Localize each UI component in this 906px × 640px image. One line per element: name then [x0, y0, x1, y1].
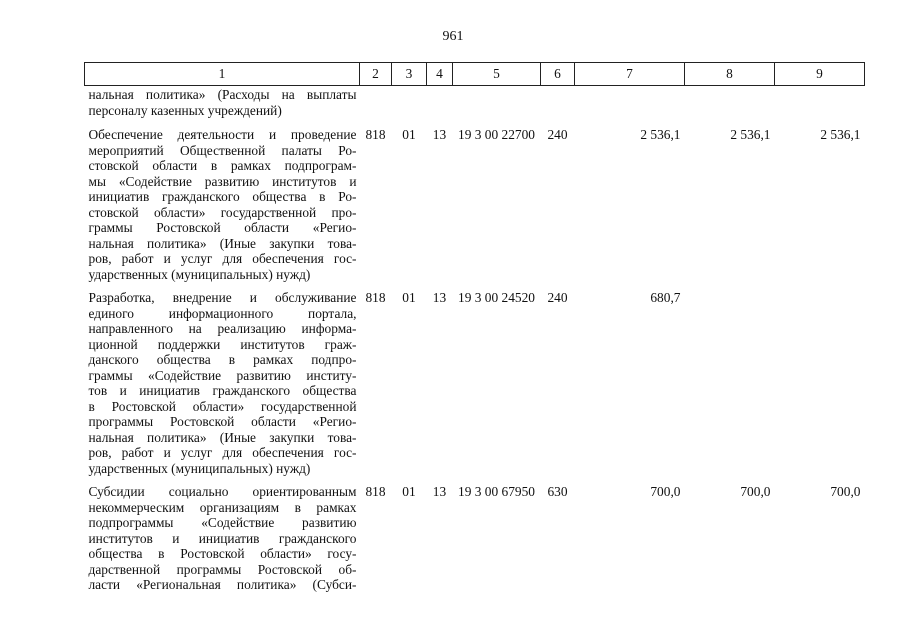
cell-expense-type: 240 [547, 290, 568, 305]
description-line: граммы Ростовской области «Регио- [88, 220, 357, 235]
row-description [85, 127, 360, 290]
page-number: 961 [442, 29, 464, 44]
table-row [85, 127, 865, 290]
description-line: ров, работ и услуг для обеспечения гос- [88, 251, 357, 266]
cell-section: 01 [402, 290, 416, 305]
cell-amount-col9: 700,0 [830, 484, 861, 499]
cell-target-code: 19 3 00 22700 [458, 127, 535, 142]
cell-expense-type: 630 [547, 484, 568, 499]
description-line: данского общества в рамках подпро- [88, 352, 357, 367]
budget-table [84, 62, 865, 601]
cell-amount-col8: 2 536,1 [730, 127, 771, 142]
description-line: некоммерческим организациям в рамках [88, 499, 357, 515]
description-line: мероприятий Общественной палаты Ро- [88, 142, 357, 158]
description-line: ударственных (муниципальных) нужд) [88, 460, 311, 476]
column-header: 1 [85, 63, 360, 86]
description-line: мы «Содействие развитию институтов и [88, 173, 357, 189]
description-line: нальная политика» (Иные закупки това- [88, 429, 357, 445]
row-description [85, 290, 360, 484]
column-header: 3 [392, 63, 427, 86]
column-header: 5 [453, 63, 541, 86]
column-header: 7 [575, 63, 685, 86]
description-line: инициатив гражданского общества в Ро- [88, 189, 357, 204]
description-line: в Ростовской области» государственной [88, 398, 357, 414]
cell-ministry [360, 86, 392, 128]
cell-expense-type: 240 [547, 127, 568, 142]
description-line: нальная политика» (Расходы на выплаты [88, 87, 357, 102]
cell-amount-col7: 700,0 [650, 484, 681, 499]
cell-target-code [453, 86, 541, 128]
cell-amount-col7: 680,7 [650, 290, 681, 305]
cell-section: 01 [402, 127, 416, 142]
cell-amount-col9 [775, 290, 865, 484]
description-line: дарственной программы Ростовской об- [88, 561, 357, 577]
description-line: ласти «Региональная политика» (Субси- [88, 577, 357, 592]
cell-section [392, 86, 427, 128]
description-line: нальная политика» (Иные закупки това- [88, 235, 357, 251]
cell-amount-col8: 700,0 [740, 484, 771, 499]
cell-amount-col9: 2 536,1 [820, 127, 861, 142]
description-line: институтов и инициатив гражданского [88, 530, 357, 546]
description-line: Субсидии социально ориентированным [88, 484, 357, 499]
cell-ministry: 818 [365, 127, 386, 142]
row-description [85, 86, 360, 128]
row-description [85, 484, 360, 601]
description-line: стовской области» государственной про- [88, 204, 357, 220]
description-line: персоналу казенных учреждений) [88, 102, 282, 118]
cell-amount-col7: 2 536,1 [640, 127, 681, 142]
cell-amount-col8 [685, 86, 775, 128]
cell-ministry: 818 [365, 484, 386, 499]
cell-target-code: 19 3 00 67950 [458, 484, 535, 499]
description-line: ударственных (муниципальных) нужд) [88, 266, 311, 282]
column-header: 2 [360, 63, 392, 86]
description-line: подпрограммы «Содействие развитию [88, 515, 357, 530]
description-line: ционной поддержки институтов граж- [88, 336, 357, 352]
cell-amount-col7 [575, 86, 685, 128]
cell-expense-type [541, 86, 575, 128]
description-line: единого информационного портала, [88, 305, 357, 321]
cell-amount-col9 [775, 86, 865, 128]
header-row [85, 63, 865, 86]
cell-subsection [427, 86, 453, 128]
description-line: Разработка, внедрение и обслуживание [88, 290, 357, 305]
table-row [85, 484, 865, 601]
description-line: тов и инициатив гражданского общества [88, 383, 357, 398]
description-line: программы Ростовской области «Регио- [88, 414, 357, 429]
cell-target-code: 19 3 00 24520 [458, 290, 535, 305]
column-header: 4 [427, 63, 453, 86]
cell-amount-col8 [685, 290, 775, 484]
cell-ministry: 818 [365, 290, 386, 305]
description-line: граммы «Содействие развитию институ- [88, 367, 357, 383]
cell-section: 01 [402, 484, 416, 499]
column-header: 6 [541, 63, 575, 86]
cell-subsection: 13 [432, 484, 447, 499]
description-line: направленного на реализацию информа- [88, 321, 357, 336]
table-row [85, 86, 865, 128]
description-line: ров, работ и услуг для обеспечения гос- [88, 445, 357, 460]
table-row [85, 290, 865, 484]
cell-subsection: 13 [432, 127, 447, 142]
column-header: 9 [775, 63, 865, 86]
description-line: общества в Ростовской области» госу- [88, 546, 357, 561]
column-header: 8 [685, 63, 775, 86]
cell-subsection: 13 [432, 290, 447, 305]
description-line: Обеспечение деятельности и проведение [88, 127, 357, 142]
description-line: стовской области в рамках подпрограм- [88, 158, 357, 173]
